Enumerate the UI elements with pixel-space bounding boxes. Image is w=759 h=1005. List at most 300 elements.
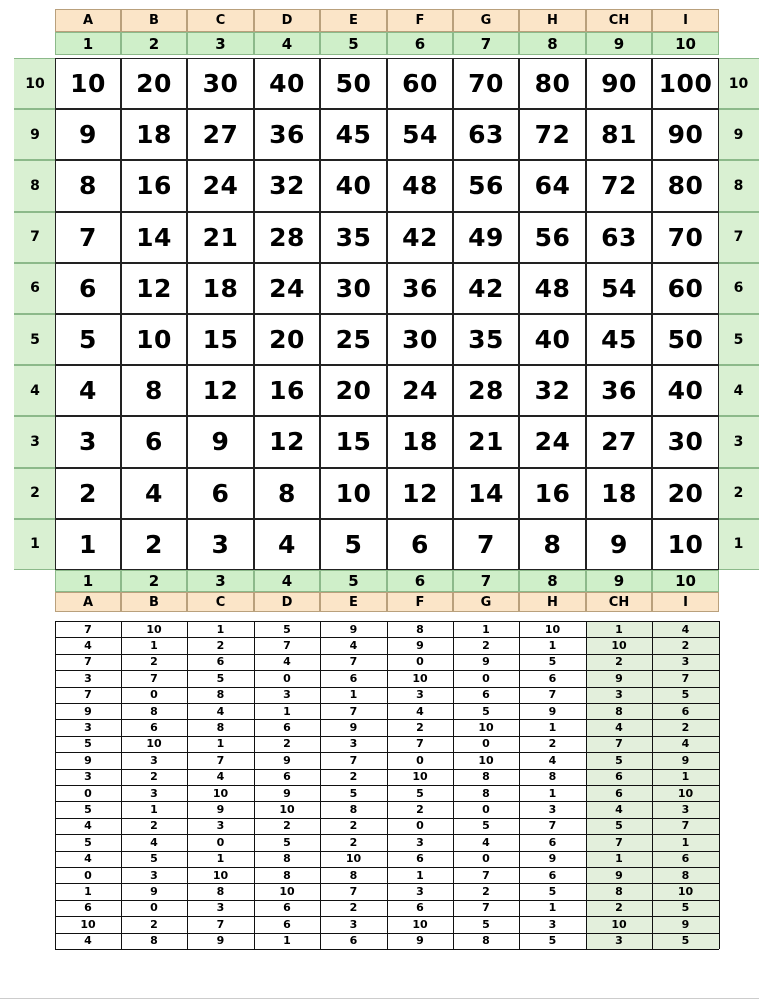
table-cell: 6 (482, 688, 490, 702)
table-cell: 1 (681, 770, 690, 784)
table-cell: 2 (681, 639, 690, 653)
column-letter-top: A (55, 9, 121, 32)
grid-cell: 54 (586, 263, 652, 314)
column-number-bottom: 7 (453, 570, 519, 592)
table-cell: 6 (150, 721, 158, 735)
table-cell: 4 (216, 770, 225, 784)
grid-cell: 20 (320, 365, 387, 416)
table-cell: 7 (548, 819, 557, 833)
table-cell: 4 (681, 622, 690, 636)
grid-cell: 72 (519, 109, 586, 160)
table-cell: 8 (482, 770, 490, 784)
table-column-line (652, 621, 653, 949)
table-cell: 8 (150, 704, 158, 718)
table-column-line (187, 621, 188, 949)
table-cell: 9 (681, 917, 690, 931)
grid-cell: 21 (453, 416, 519, 467)
grid-cell: 12 (387, 468, 453, 519)
table-cell: 2 (349, 835, 358, 849)
grid-cell: 50 (652, 314, 719, 365)
grid-cell: 16 (519, 468, 586, 519)
table-cell: 4 (216, 704, 225, 718)
table-cell: 1 (216, 737, 225, 751)
grid-cell: 18 (387, 416, 453, 467)
table-cell: 6 (283, 770, 291, 784)
row-label-left: 9 (14, 109, 56, 160)
grid-cell: 60 (387, 58, 453, 109)
table-cell: 9 (283, 753, 291, 767)
grid-cell: 15 (187, 314, 254, 365)
grid-cell: 36 (586, 365, 652, 416)
row-label-left: 2 (14, 468, 56, 519)
grid-cell: 90 (586, 58, 652, 109)
column-number-bottom: 2 (121, 570, 187, 592)
grid-cell: 40 (652, 365, 719, 416)
grid-cell: 14 (121, 212, 187, 263)
table-cell: 1 (150, 803, 158, 817)
grid-cell: 10 (320, 468, 387, 519)
table-cell: 8 (216, 721, 225, 735)
table-cell: 2 (349, 901, 358, 915)
grid-cell: 56 (519, 212, 586, 263)
grid-cell: 35 (320, 212, 387, 263)
table-cell: 3 (416, 885, 424, 899)
table-cell: 10 (412, 671, 428, 685)
table-cell: 5 (84, 737, 92, 751)
grid-cell: 4 (55, 365, 121, 416)
grid-cell: 9 (586, 519, 652, 570)
table-cell: 2 (416, 803, 424, 817)
row-label-left: 10 (14, 58, 56, 109)
table-column-line (254, 621, 255, 949)
row-label-left: 4 (14, 365, 56, 416)
table-cell: 9 (349, 721, 358, 735)
table-cell: 4 (681, 737, 690, 751)
table-cell: 0 (416, 655, 424, 669)
grid-cell: 49 (453, 212, 519, 263)
column-number-bottom: 4 (254, 570, 320, 592)
row-label-right: 10 (718, 58, 759, 109)
table-cell: 10 (80, 917, 96, 931)
table-cell: 1 (416, 868, 424, 882)
column-number-top: 3 (187, 32, 254, 55)
grid-cell: 30 (187, 58, 254, 109)
table-cell: 6 (548, 868, 557, 882)
grid-cell: 27 (187, 109, 254, 160)
table-cell: 2 (283, 737, 291, 751)
table-cell: 3 (548, 917, 557, 931)
table-column-line (586, 621, 587, 949)
table-cell: 2 (482, 639, 490, 653)
table-cell: 3 (548, 803, 557, 817)
table-cell: 7 (615, 737, 623, 751)
grid-cell: 6 (187, 468, 254, 519)
table-cell: 10 (478, 753, 494, 767)
table-cell: 9 (548, 852, 557, 866)
row-label-left: 7 (14, 212, 56, 263)
table-cell: 10 (279, 803, 295, 817)
table-cell: 10 (412, 770, 428, 784)
table-cell: 1 (482, 622, 490, 636)
table-cell: 0 (416, 753, 424, 767)
table-cell: 8 (416, 622, 424, 636)
table-cell: 1 (283, 704, 291, 718)
table-cell: 2 (150, 819, 158, 833)
table-cell: 6 (283, 721, 291, 735)
table-cell: 1 (283, 934, 291, 948)
grid-cell: 12 (187, 365, 254, 416)
grid-cell: 8 (254, 468, 320, 519)
row-label-left: 1 (14, 519, 56, 570)
grid-cell: 3 (187, 519, 254, 570)
column-number-bottom: 9 (586, 570, 652, 592)
grid-cell: 56 (453, 160, 519, 211)
table-cell: 3 (416, 688, 424, 702)
row-label-left: 6 (14, 263, 56, 314)
column-letter-top: F (387, 9, 453, 32)
column-letter-bottom: H (519, 592, 586, 612)
column-number-bottom: 3 (187, 570, 254, 592)
column-letter-bottom: CH (586, 592, 652, 612)
table-cell: 0 (482, 852, 490, 866)
table-cell: 4 (548, 753, 557, 767)
grid-cell: 9 (55, 109, 121, 160)
table-cell: 10 (279, 885, 295, 899)
table-cell: 3 (615, 688, 623, 702)
column-number-bottom: 10 (652, 570, 719, 592)
table-cell: 7 (681, 671, 690, 685)
table-cell: 6 (615, 786, 623, 800)
table-cell: 6 (283, 917, 291, 931)
table-cell: 3 (150, 868, 158, 882)
table-cell: 9 (482, 655, 490, 669)
grid-cell: 42 (453, 263, 519, 314)
column-number-bottom: 5 (320, 570, 387, 592)
table-cell: 6 (349, 934, 358, 948)
grid-cell: 80 (519, 58, 586, 109)
grid-cell: 5 (320, 519, 387, 570)
table-cell: 1 (84, 885, 92, 899)
table-cell: 5 (548, 934, 557, 948)
table-cell: 2 (283, 819, 291, 833)
column-letter-bottom: E (320, 592, 387, 612)
table-cell: 1 (615, 852, 623, 866)
table-cell: 2 (150, 917, 158, 931)
table-cell: 8 (349, 868, 358, 882)
grid-cell: 5 (55, 314, 121, 365)
table-cell: 1 (548, 639, 557, 653)
table-cell: 0 (482, 803, 490, 817)
table-cell: 6 (84, 901, 92, 915)
table-cell: 2 (615, 655, 623, 669)
grid-cell: 100 (652, 58, 719, 109)
grid-cell: 45 (586, 314, 652, 365)
table-cell: 8 (216, 885, 225, 899)
grid-cell: 64 (519, 160, 586, 211)
column-number-top: 10 (652, 32, 719, 55)
table-cell: 1 (150, 639, 158, 653)
table-cell: 10 (146, 737, 162, 751)
column-number-top: 5 (320, 32, 387, 55)
column-letter-bottom: G (453, 592, 519, 612)
table-cell: 9 (548, 704, 557, 718)
row-label-left: 8 (14, 160, 56, 211)
grid-cell: 36 (254, 109, 320, 160)
table-column-line (719, 621, 720, 949)
table-cell: 9 (216, 934, 225, 948)
table-cell: 4 (615, 721, 623, 735)
table-cell: 9 (681, 753, 690, 767)
grid-cell: 18 (586, 468, 652, 519)
column-number-top: 1 (55, 32, 121, 55)
grid-cell: 20 (254, 314, 320, 365)
grid-cell: 40 (254, 58, 320, 109)
column-letter-bottom: B (121, 592, 187, 612)
table-cell: 5 (283, 835, 291, 849)
table-cell: 6 (216, 655, 225, 669)
table-cell: 3 (283, 688, 291, 702)
grid-cell: 4 (254, 519, 320, 570)
grid-cell: 6 (387, 519, 453, 570)
grid-cell: 8 (519, 519, 586, 570)
table-cell: 10 (677, 786, 694, 800)
table-cell: 5 (482, 819, 490, 833)
grid-cell: 70 (652, 212, 719, 263)
table-cell: 4 (349, 639, 358, 653)
table-cell: 0 (482, 671, 490, 685)
table-cell: 5 (84, 835, 92, 849)
table-cell: 9 (416, 934, 424, 948)
column-letter-bottom: F (387, 592, 453, 612)
table-cell: 6 (681, 852, 690, 866)
table-cell: 3 (681, 655, 690, 669)
grid-cell: 8 (121, 365, 187, 416)
row-label-right: 1 (718, 519, 759, 570)
table-cell: 4 (482, 835, 490, 849)
table-cell: 7 (150, 671, 158, 685)
grid-cell: 45 (320, 109, 387, 160)
grid-cell: 70 (453, 58, 519, 109)
table-cell: 7 (349, 655, 358, 669)
grid-cell: 30 (652, 416, 719, 467)
grid-cell: 7 (55, 212, 121, 263)
table-cell: 7 (615, 835, 623, 849)
table-cell: 2 (349, 770, 358, 784)
grid-cell: 20 (121, 58, 187, 109)
row-label-right: 7 (718, 212, 759, 263)
table-cell: 4 (283, 655, 291, 669)
table-cell: 8 (615, 704, 623, 718)
table-cell: 9 (84, 753, 92, 767)
table-cell: 10 (544, 622, 561, 636)
table-cell: 0 (150, 688, 158, 702)
table-cell: 3 (349, 737, 358, 751)
table-cell: 3 (150, 753, 158, 767)
table-cell: 3 (615, 934, 623, 948)
table-cell: 5 (548, 655, 557, 669)
table-column-line (320, 621, 321, 949)
table-cell: 10 (212, 786, 229, 800)
table-cell: 2 (482, 885, 490, 899)
table-cell: 5 (216, 671, 225, 685)
table-cell: 7 (548, 688, 557, 702)
table-cell: 1 (548, 786, 557, 800)
table-cell: 8 (150, 934, 158, 948)
table-cell: 9 (615, 868, 623, 882)
page-bottom-rule (0, 998, 759, 999)
table-cell: 7 (283, 639, 291, 653)
grid-cell: 12 (254, 416, 320, 467)
table-cell: 2 (216, 639, 225, 653)
grid-cell: 50 (320, 58, 387, 109)
grid-cell: 14 (453, 468, 519, 519)
table-cell: 0 (216, 835, 225, 849)
column-letter-bottom: A (55, 592, 121, 612)
table-cell: 8 (615, 885, 623, 899)
table-cell: 3 (84, 770, 92, 784)
table-cell: 7 (482, 901, 490, 915)
grid-cell: 28 (453, 365, 519, 416)
table-cell: 10 (212, 868, 229, 882)
column-letter-top: C (187, 9, 254, 32)
table-cell: 6 (416, 901, 424, 915)
grid-cell: 42 (387, 212, 453, 263)
column-number-top: 6 (387, 32, 453, 55)
grid-cell: 30 (320, 263, 387, 314)
row-label-right: 2 (718, 468, 759, 519)
grid-cell: 24 (519, 416, 586, 467)
table-cell: 3 (150, 786, 158, 800)
table-cell: 5 (84, 803, 92, 817)
grid-cell: 8 (55, 160, 121, 211)
table-cell: 0 (84, 786, 92, 800)
table-cell: 6 (349, 671, 358, 685)
table-cell: 6 (548, 835, 557, 849)
row-label-right: 9 (718, 109, 759, 160)
grid-cell: 15 (320, 416, 387, 467)
row-label-right: 3 (718, 416, 759, 467)
table-cell: 6 (283, 901, 291, 915)
grid-cell: 27 (586, 416, 652, 467)
grid-cell: 21 (187, 212, 254, 263)
grid-cell: 48 (387, 160, 453, 211)
table-cell: 10 (146, 622, 162, 636)
grid-cell: 54 (387, 109, 453, 160)
table-cell: 0 (150, 901, 158, 915)
grid-cell: 10 (121, 314, 187, 365)
grid-cell: 72 (586, 160, 652, 211)
table-cell: 5 (681, 688, 690, 702)
column-number-bottom: 6 (387, 570, 453, 592)
row-label-left: 3 (14, 416, 56, 467)
table-cell: 1 (216, 622, 225, 636)
table-cell: 2 (615, 901, 623, 915)
grid-cell: 4 (121, 468, 187, 519)
grid-cell: 16 (121, 160, 187, 211)
grid-cell: 20 (652, 468, 719, 519)
table-cell: 5 (482, 917, 490, 931)
table-cell: 10 (677, 885, 694, 899)
table-cell: 1 (216, 852, 225, 866)
table-column-line (453, 621, 454, 949)
column-number-top: 2 (121, 32, 187, 55)
table-row-line (55, 949, 719, 950)
table-cell: 5 (681, 934, 690, 948)
grid-cell: 40 (519, 314, 586, 365)
grid-cell: 48 (519, 263, 586, 314)
table-cell: 5 (615, 753, 623, 767)
column-letter-top: H (519, 9, 586, 32)
table-cell: 1 (349, 688, 358, 702)
table-cell: 10 (611, 917, 627, 931)
grid-cell: 63 (586, 212, 652, 263)
table-cell: 3 (349, 917, 358, 931)
column-letter-top: B (121, 9, 187, 32)
table-cell: 6 (681, 704, 690, 718)
column-number-bottom: 1 (55, 570, 121, 592)
table-cell: 6 (416, 852, 424, 866)
column-number-top: 4 (254, 32, 320, 55)
table-cell: 0 (416, 819, 424, 833)
grid-cell: 18 (187, 263, 254, 314)
column-letter-top: E (320, 9, 387, 32)
table-cell: 9 (216, 803, 225, 817)
table-column-line (55, 621, 56, 949)
column-number-top: 7 (453, 32, 519, 55)
grid-cell: 24 (387, 365, 453, 416)
row-label-left: 5 (14, 314, 56, 365)
column-letter-top: CH (586, 9, 652, 32)
table-cell: 4 (84, 852, 92, 866)
grid-cell: 18 (121, 109, 187, 160)
table-cell: 4 (84, 819, 92, 833)
table-cell: 5 (349, 786, 358, 800)
table-cell: 1 (548, 721, 557, 735)
row-label-right: 6 (718, 263, 759, 314)
table-cell: 5 (681, 901, 690, 915)
grid-cell: 6 (55, 263, 121, 314)
table-cell: 4 (416, 704, 424, 718)
table-cell: 1 (615, 622, 623, 636)
grid-cell: 1 (55, 519, 121, 570)
grid-cell: 60 (652, 263, 719, 314)
row-label-right: 4 (718, 365, 759, 416)
column-letter-top: I (652, 9, 719, 32)
row-label-right: 8 (718, 160, 759, 211)
table-cell: 9 (84, 704, 92, 718)
table-cell: 2 (681, 721, 690, 735)
table-cell: 1 (548, 901, 557, 915)
table-cell: 2 (416, 721, 424, 735)
grid-cell: 30 (387, 314, 453, 365)
table-cell: 2 (150, 655, 158, 669)
table-cell: 7 (84, 622, 92, 636)
table-cell: 8 (283, 868, 291, 882)
table-cell: 10 (412, 917, 428, 931)
table-cell: 7 (349, 885, 358, 899)
table-cell: 8 (482, 934, 490, 948)
table-cell: 7 (84, 688, 92, 702)
grid-cell: 40 (320, 160, 387, 211)
table-cell: 10 (478, 721, 494, 735)
table-cell: 8 (548, 770, 557, 784)
column-letter-top: D (254, 9, 320, 32)
table-cell: 9 (283, 786, 291, 800)
table-cell: 4 (84, 639, 92, 653)
table-cell: 0 (482, 737, 490, 751)
table-cell: 10 (345, 852, 362, 866)
table-cell: 9 (416, 639, 424, 653)
